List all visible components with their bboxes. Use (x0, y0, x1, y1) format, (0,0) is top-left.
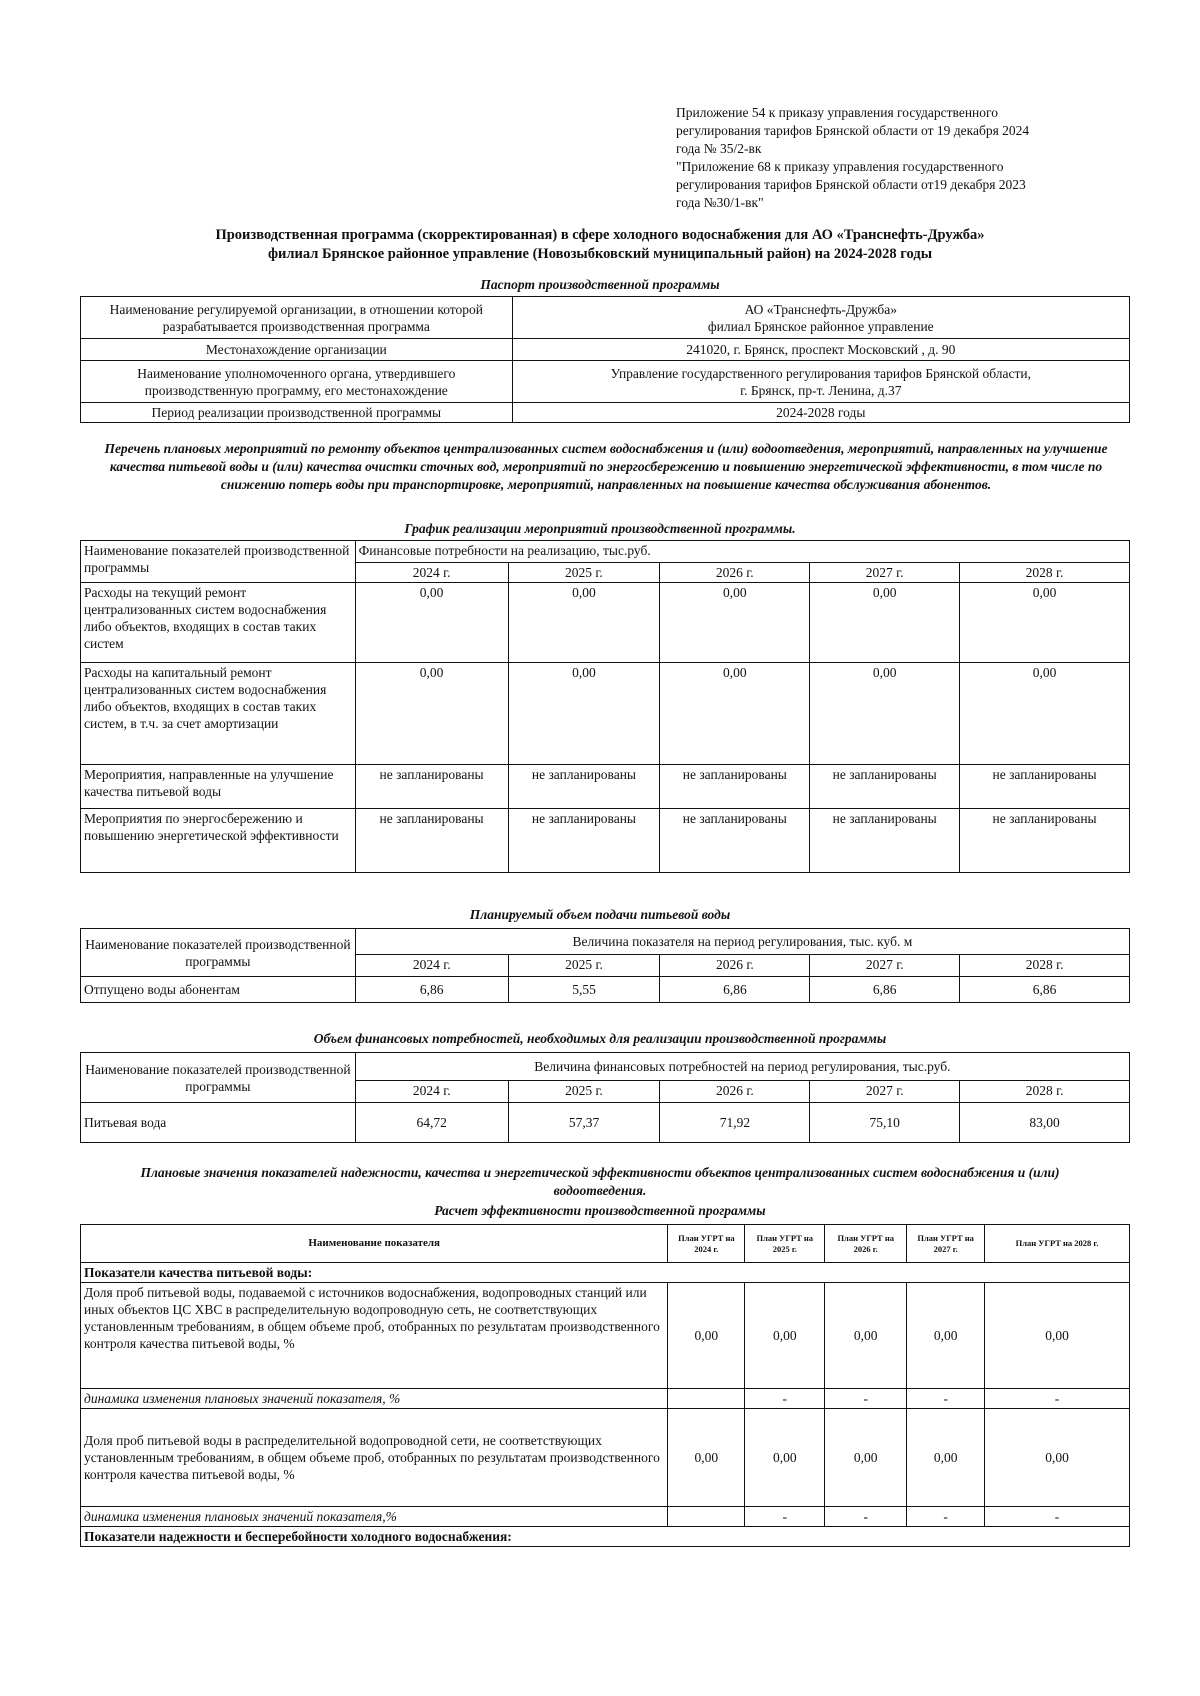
year-header: 2024 г. (355, 1081, 508, 1103)
row-label: Питьевая вода (81, 1103, 356, 1143)
indicators-table (80, 1224, 1130, 1547)
cell-value: 0,00 (825, 1283, 907, 1389)
year-header: План УГРТ на 2025 г. (745, 1225, 825, 1263)
table-row (81, 1507, 1130, 1527)
cell-value: не запланированы (355, 765, 508, 809)
table-row (81, 1283, 1130, 1389)
year-header: 2028 г. (960, 955, 1130, 977)
table-row (81, 1409, 1130, 1507)
appendix-line: "Приложение 68 к приказу управления государственного (676, 159, 1004, 174)
cell-value: не запланированы (508, 765, 660, 809)
cell-value: 0,00 (985, 1409, 1130, 1507)
cell-value: - (907, 1389, 985, 1409)
year-header: 2024 г. (355, 955, 508, 977)
cell-value: не запланированы (960, 765, 1130, 809)
row-label: Доля проб питьевой воды в распределительной водопроводной сети, не соответствующих установленным требованиям, в общем объеме проб, отобранных по результатам производственного контроля качества питьевой воды, % (81, 1409, 668, 1507)
table-row (81, 339, 1130, 361)
row-label: динамика изменения плановых значений показателя, % (81, 1389, 668, 1409)
table-row (81, 361, 1130, 403)
cell-value (668, 1389, 745, 1409)
efficiency-heading: Расчет эффективности производственной программы (434, 1203, 766, 1218)
year-header: 2028 г. (960, 1081, 1130, 1103)
group-header: Величина финансовых потребностей на период регулирования, тыс.руб. (355, 1053, 1129, 1081)
table-row (81, 583, 1130, 663)
cell-value: 0,00 (960, 663, 1130, 765)
table-row (81, 1263, 1130, 1283)
cell-value: - (985, 1389, 1130, 1409)
cell-value: 0,00 (508, 583, 660, 663)
cell-value: не запланированы (508, 809, 660, 873)
cell-value: 0,00 (960, 583, 1130, 663)
cell-value: 0,00 (355, 583, 508, 663)
table-row (81, 663, 1130, 765)
year-header: 2027 г. (810, 955, 960, 977)
row-label: Мероприятия по энергосбережению и повышению энергетической эффективности (81, 809, 356, 873)
year-header: 2026 г. (660, 1081, 810, 1103)
row-label: Отпущено воды абонентам (81, 977, 356, 1003)
year-header: План УГРТ на 2028 г. (985, 1225, 1130, 1263)
cell-value: 0,00 (810, 583, 960, 663)
table-row (81, 1053, 1130, 1081)
year-header: 2026 г. (660, 563, 810, 583)
table-row (81, 297, 1130, 339)
group-header: Финансовые потребности на реализацию, тыс.руб. (355, 541, 1129, 563)
cell-value: 0,00 (660, 663, 810, 765)
cell-value: 0,00 (668, 1409, 745, 1507)
cell-value: не запланированы (810, 765, 960, 809)
cell-value: 0,00 (508, 663, 660, 765)
cell-value: 0,00 (745, 1283, 825, 1389)
passport-value-line: филиал Брянское районное управление (707, 318, 934, 334)
appendix-line: регулирования тарифов Брянской области от19 декабря 2023 (676, 177, 1026, 192)
column-header: Наименование показателей производственной программы (81, 1053, 356, 1103)
table-row (81, 403, 1130, 423)
cell-value: - (825, 1507, 907, 1527)
cell-value: - (745, 1507, 825, 1527)
indicators-heading: Плановые значения показателей надежности, качества и энергетической эффективности объектов централизованных систем водоснабжения и (или) водоотведения. (140, 1165, 1060, 1198)
year-header: План УГРТ на 2026 г. (825, 1225, 907, 1263)
cell-value: не запланированы (810, 809, 960, 873)
finance-heading: Объем финансовых потребностей, необходимых для реализации производственной программы (313, 1031, 887, 1046)
year-header: 2024 г. (355, 563, 508, 583)
table-row (81, 541, 1130, 563)
cell-value: 71,92 (660, 1103, 810, 1143)
finance-table (80, 1052, 1130, 1143)
passport-heading: Паспорт производственной программы (480, 277, 720, 292)
passport-table (80, 296, 1130, 423)
cell-value: - (825, 1389, 907, 1409)
table-row (81, 1389, 1130, 1409)
passport-label: Наименование уполномоченного органа, утвердившего производственную программу, его местонахождение (81, 361, 513, 403)
cell-value: не запланированы (355, 809, 508, 873)
measures-heading: Перечень плановых мероприятий по ремонту объектов централизованных систем водоснабжения и (или) водоотведения, мероприятий, направленных на улучшение качества питьевой воды и (или) качества очистки сточных вод, мероприятий по энергосбережению и повышению энергетической эффективности, в том числе по снижению потерь воды при транспортировке, мероприятий, направленных на повышение качества обслуживания абонентов. (104, 441, 1108, 492)
year-header: 2025 г. (508, 1081, 660, 1103)
cell-value: - (985, 1507, 1130, 1527)
cell-value: 6,86 (355, 977, 508, 1003)
appendix-line: года № 35/2-вк (676, 141, 762, 156)
row-label: Доля проб питьевой воды, подаваемой с источников водоснабжения, водопроводных станций или иных объектов ЦС ХВС в распределительную водопроводную сеть, не соответствующих установленным требованиям, в общем объеме проб, отобранных по результатам производственного контроля качества питьевой воды, % (81, 1283, 668, 1389)
cell-value: не запланированы (660, 765, 810, 809)
title-line: Производственная программа (скорректированная) в сфере холодного водоснабжения для АО «Транснефть-Дружба» (215, 227, 985, 243)
cell-value: 64,72 (355, 1103, 508, 1143)
document-title (80, 226, 1120, 264)
year-header: 2027 г. (810, 563, 960, 583)
cell-value (668, 1507, 745, 1527)
year-header: План УГРТ на 2024 г. (668, 1225, 745, 1263)
table-row (81, 765, 1130, 809)
title-line: филиал Брянское районное управление (Новозыбковский муниципальный район) на 2024-2028 годы (267, 246, 933, 262)
cell-value: 0,00 (825, 1409, 907, 1507)
table-row (81, 1225, 1130, 1263)
volume-heading: Планируемый объем подачи питьевой воды (469, 907, 731, 922)
schedule-heading: График реализации мероприятий производственной программы. (404, 521, 796, 536)
cell-value: не запланированы (960, 809, 1130, 873)
cell-value: 0,00 (660, 583, 810, 663)
table-row (81, 929, 1130, 955)
cell-value: 75,10 (810, 1103, 960, 1143)
row-label: Мероприятия, направленные на улучшение качества питьевой воды (81, 765, 356, 809)
column-header: Наименование показателей производственной программы (81, 541, 356, 583)
year-header: 2026 г. (660, 955, 810, 977)
appendix-line: регулирования тарифов Брянской области от 19 декабря 2024 (676, 123, 1030, 138)
appendix-note (676, 104, 1116, 212)
cell-value: 0,00 (355, 663, 508, 765)
cell-value: - (907, 1507, 985, 1527)
passport-value: 241020, г. Брянск, проспект Московский , д. 90 (512, 339, 1129, 361)
cell-value: 0,00 (810, 663, 960, 765)
schedule-table (80, 540, 1130, 873)
passport-value: 2024-2028 годы (512, 403, 1129, 423)
table-row (81, 1527, 1130, 1547)
year-header: 2025 г. (508, 563, 660, 583)
cell-value: 6,86 (660, 977, 810, 1003)
passport-label: Местонахождение организации (81, 339, 513, 361)
volume-table (80, 928, 1130, 1003)
row-label: Расходы на капитальный ремонт централизованных систем водоснабжения либо объектов, входящих в состав таких систем, в т.ч. за счет амортизации (81, 663, 356, 765)
cell-value: - (745, 1389, 825, 1409)
year-header: План УГРТ на 2027 г. (907, 1225, 985, 1263)
cell-value: 0,00 (668, 1283, 745, 1389)
passport-value-line: АО «Транснефть-Дружба» (744, 301, 898, 317)
passport-label: Наименование регулируемой организации, в отношении которой разрабатывается производственная программа (81, 297, 513, 339)
section-header: Показатели качества питьевой воды: (81, 1263, 1130, 1283)
year-header: 2027 г. (810, 1081, 960, 1103)
cell-value: 6,86 (810, 977, 960, 1003)
year-header: 2025 г. (508, 955, 660, 977)
cell-value: 57,37 (508, 1103, 660, 1143)
cell-value: 5,55 (508, 977, 660, 1003)
cell-value: 0,00 (745, 1409, 825, 1507)
passport-value-line: г. Брянск, пр-т. Ленина, д.37 (740, 382, 902, 398)
column-header: Наименование показателей производственной программы (81, 929, 356, 977)
cell-value: 0,00 (985, 1283, 1130, 1389)
table-row (81, 977, 1130, 1003)
section-header: Показатели надежности и бесперебойности холодного водоснабжения: (81, 1527, 1130, 1547)
cell-value: не запланированы (660, 809, 810, 873)
year-header: 2028 г. (960, 563, 1130, 583)
appendix-line: Приложение 54 к приказу управления государственного (676, 105, 998, 120)
passport-value-line: Управление государственного регулирования тарифов Брянской области, (610, 365, 1032, 381)
appendix-line: года №30/1-вк" (676, 195, 764, 210)
passport-value (512, 297, 1129, 339)
table-row (81, 809, 1130, 873)
column-header: Наименование показателя (81, 1225, 668, 1263)
passport-label: Период реализации производственной программы (81, 403, 513, 423)
row-label: динамика изменения плановых значений показателя,% (81, 1507, 668, 1527)
group-header: Величина показателя на период регулирования, тыс. куб. м (355, 929, 1129, 955)
table-row (81, 1103, 1130, 1143)
cell-value: 0,00 (907, 1283, 985, 1389)
cell-value: 0,00 (907, 1409, 985, 1507)
cell-value: 6,86 (960, 977, 1130, 1003)
passport-value (512, 361, 1129, 403)
cell-value: 83,00 (960, 1103, 1130, 1143)
row-label: Расходы на текущий ремонт централизованных систем водоснабжения либо объектов, входящих в состав таких систем (81, 583, 356, 663)
